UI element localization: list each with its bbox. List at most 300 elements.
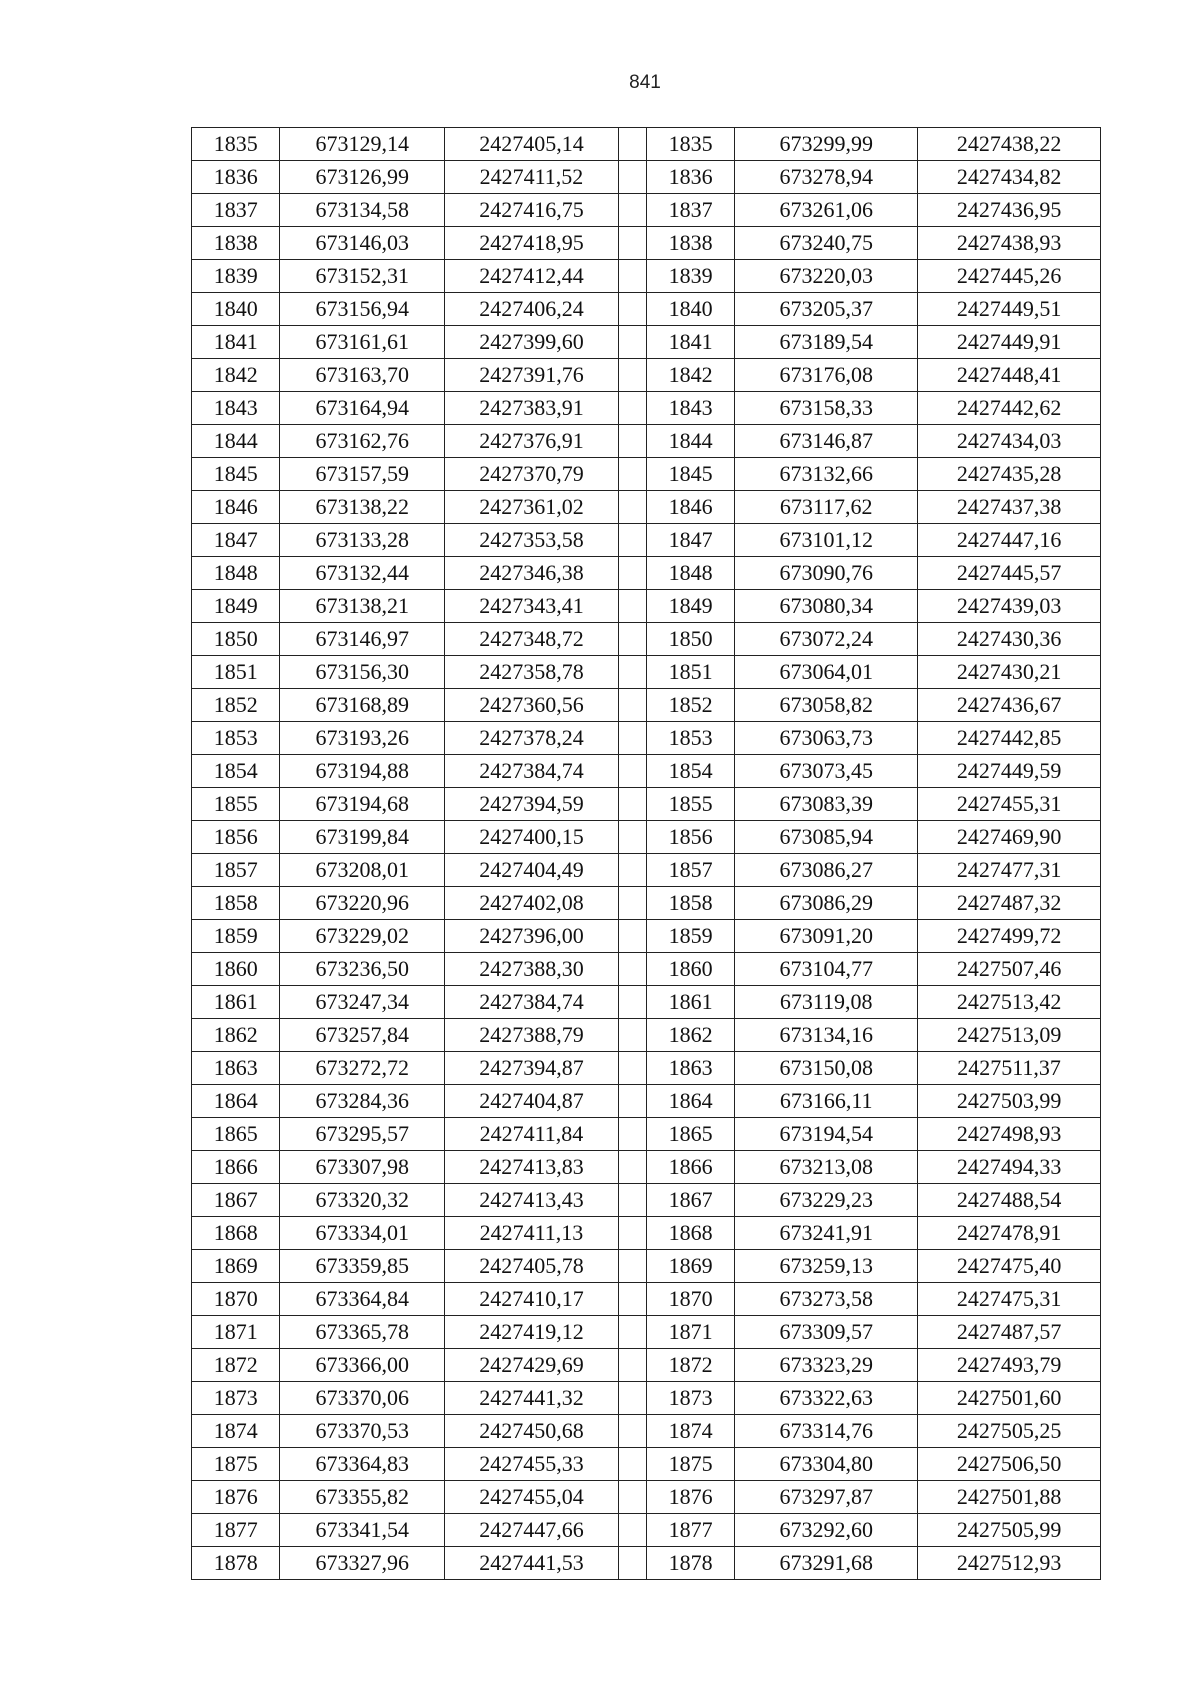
y-coordinate-left: 2427358,78 bbox=[445, 656, 619, 689]
spacer-cell bbox=[618, 1316, 646, 1349]
x-coordinate-right: 673058,82 bbox=[735, 689, 918, 722]
y-coordinate-left: 2427413,83 bbox=[445, 1151, 619, 1184]
x-coordinate-right: 673189,54 bbox=[735, 326, 918, 359]
y-coordinate-left: 2427391,76 bbox=[445, 359, 619, 392]
point-number-right: 1855 bbox=[646, 788, 734, 821]
y-coordinate-right: 2427449,59 bbox=[918, 755, 1101, 788]
table-row bbox=[192, 887, 1101, 920]
x-coordinate-right: 673194,54 bbox=[735, 1118, 918, 1151]
table-row bbox=[192, 821, 1101, 854]
point-number-left: 1861 bbox=[192, 986, 280, 1019]
y-coordinate-left: 2427353,58 bbox=[445, 524, 619, 557]
point-number-right: 1861 bbox=[646, 986, 734, 1019]
x-coordinate-right: 673117,62 bbox=[735, 491, 918, 524]
point-number-right: 1878 bbox=[646, 1547, 734, 1580]
x-coordinate-right: 673083,39 bbox=[735, 788, 918, 821]
point-number-right: 1873 bbox=[646, 1382, 734, 1415]
y-coordinate-left: 2427370,79 bbox=[445, 458, 619, 491]
point-number-right: 1864 bbox=[646, 1085, 734, 1118]
table-row bbox=[192, 1514, 1101, 1547]
y-coordinate-right: 2427449,91 bbox=[918, 326, 1101, 359]
point-number-left: 1837 bbox=[192, 194, 280, 227]
x-coordinate-right: 673292,60 bbox=[735, 1514, 918, 1547]
table-row bbox=[192, 1184, 1101, 1217]
x-coordinate-right: 673080,34 bbox=[735, 590, 918, 623]
x-coordinate-right: 673278,94 bbox=[735, 161, 918, 194]
point-number-right: 1869 bbox=[646, 1250, 734, 1283]
y-coordinate-left: 2427405,78 bbox=[445, 1250, 619, 1283]
y-coordinate-left: 2427404,49 bbox=[445, 854, 619, 887]
point-number-left: 1873 bbox=[192, 1382, 280, 1415]
table-row bbox=[192, 590, 1101, 623]
spacer-cell bbox=[618, 1085, 646, 1118]
y-coordinate-right: 2427442,85 bbox=[918, 722, 1101, 755]
y-coordinate-right: 2427448,41 bbox=[918, 359, 1101, 392]
x-coordinate-left: 673364,84 bbox=[280, 1283, 445, 1316]
table-row bbox=[192, 656, 1101, 689]
x-coordinate-left: 673194,88 bbox=[280, 755, 445, 788]
x-coordinate-left: 673138,22 bbox=[280, 491, 445, 524]
table-row bbox=[192, 524, 1101, 557]
spacer-cell bbox=[618, 854, 646, 887]
point-number-left: 1860 bbox=[192, 953, 280, 986]
spacer-cell bbox=[618, 986, 646, 1019]
spacer-cell bbox=[618, 788, 646, 821]
spacer-cell bbox=[618, 491, 646, 524]
x-coordinate-left: 673163,70 bbox=[280, 359, 445, 392]
x-coordinate-right: 673229,23 bbox=[735, 1184, 918, 1217]
point-number-right: 1867 bbox=[646, 1184, 734, 1217]
table-row bbox=[192, 953, 1101, 986]
point-number-left: 1853 bbox=[192, 722, 280, 755]
x-coordinate-left: 673365,78 bbox=[280, 1316, 445, 1349]
point-number-right: 1848 bbox=[646, 557, 734, 590]
x-coordinate-right: 673158,33 bbox=[735, 392, 918, 425]
x-coordinate-left: 673307,98 bbox=[280, 1151, 445, 1184]
y-coordinate-right: 2427501,60 bbox=[918, 1382, 1101, 1415]
x-coordinate-right: 673299,99 bbox=[735, 128, 918, 161]
point-number-right: 1847 bbox=[646, 524, 734, 557]
point-number-left: 1869 bbox=[192, 1250, 280, 1283]
x-coordinate-left: 673138,21 bbox=[280, 590, 445, 623]
x-coordinate-right: 673205,37 bbox=[735, 293, 918, 326]
y-coordinate-left: 2427441,53 bbox=[445, 1547, 619, 1580]
y-coordinate-left: 2427416,75 bbox=[445, 194, 619, 227]
x-coordinate-right: 673073,45 bbox=[735, 755, 918, 788]
point-number-left: 1862 bbox=[192, 1019, 280, 1052]
x-coordinate-right: 673101,12 bbox=[735, 524, 918, 557]
y-coordinate-right: 2427475,31 bbox=[918, 1283, 1101, 1316]
x-coordinate-left: 673126,99 bbox=[280, 161, 445, 194]
point-number-left: 1856 bbox=[192, 821, 280, 854]
coordinates-table bbox=[191, 127, 1101, 1580]
point-number-right: 1854 bbox=[646, 755, 734, 788]
y-coordinate-right: 2427455,31 bbox=[918, 788, 1101, 821]
y-coordinate-left: 2427410,17 bbox=[445, 1283, 619, 1316]
spacer-cell bbox=[618, 524, 646, 557]
point-number-left: 1857 bbox=[192, 854, 280, 887]
y-coordinate-left: 2427429,69 bbox=[445, 1349, 619, 1382]
spacer-cell bbox=[618, 194, 646, 227]
point-number-right: 1843 bbox=[646, 392, 734, 425]
x-coordinate-right: 673322,63 bbox=[735, 1382, 918, 1415]
y-coordinate-left: 2427411,13 bbox=[445, 1217, 619, 1250]
x-coordinate-left: 673132,44 bbox=[280, 557, 445, 590]
x-coordinate-right: 673134,16 bbox=[735, 1019, 918, 1052]
y-coordinate-left: 2427455,04 bbox=[445, 1481, 619, 1514]
x-coordinate-left: 673364,83 bbox=[280, 1448, 445, 1481]
point-number-left: 1841 bbox=[192, 326, 280, 359]
point-number-left: 1858 bbox=[192, 887, 280, 920]
table-row bbox=[192, 1316, 1101, 1349]
spacer-cell bbox=[618, 1349, 646, 1382]
y-coordinate-right: 2427434,03 bbox=[918, 425, 1101, 458]
spacer-cell bbox=[618, 1514, 646, 1547]
x-coordinate-right: 673086,27 bbox=[735, 854, 918, 887]
x-coordinate-left: 673341,54 bbox=[280, 1514, 445, 1547]
point-number-left: 1874 bbox=[192, 1415, 280, 1448]
x-coordinate-left: 673247,34 bbox=[280, 986, 445, 1019]
y-coordinate-right: 2427494,33 bbox=[918, 1151, 1101, 1184]
y-coordinate-right: 2427501,88 bbox=[918, 1481, 1101, 1514]
y-coordinate-right: 2427507,46 bbox=[918, 953, 1101, 986]
spacer-cell bbox=[618, 293, 646, 326]
x-coordinate-left: 673193,26 bbox=[280, 722, 445, 755]
spacer-cell bbox=[618, 722, 646, 755]
x-coordinate-right: 673309,57 bbox=[735, 1316, 918, 1349]
spacer-cell bbox=[618, 1052, 646, 1085]
x-coordinate-left: 673359,85 bbox=[280, 1250, 445, 1283]
y-coordinate-left: 2427419,12 bbox=[445, 1316, 619, 1349]
y-coordinate-right: 2427437,38 bbox=[918, 491, 1101, 524]
table-row bbox=[192, 392, 1101, 425]
y-coordinate-left: 2427378,24 bbox=[445, 722, 619, 755]
table-row bbox=[192, 194, 1101, 227]
point-number-left: 1864 bbox=[192, 1085, 280, 1118]
point-number-right: 1842 bbox=[646, 359, 734, 392]
point-number-right: 1840 bbox=[646, 293, 734, 326]
x-coordinate-left: 673168,89 bbox=[280, 689, 445, 722]
x-coordinate-right: 673220,03 bbox=[735, 260, 918, 293]
spacer-cell bbox=[618, 1217, 646, 1250]
table-row bbox=[192, 1052, 1101, 1085]
spacer-cell bbox=[618, 260, 646, 293]
point-number-right: 1862 bbox=[646, 1019, 734, 1052]
x-coordinate-right: 673090,76 bbox=[735, 557, 918, 590]
x-coordinate-right: 673176,08 bbox=[735, 359, 918, 392]
y-coordinate-right: 2427475,40 bbox=[918, 1250, 1101, 1283]
x-coordinate-right: 673259,13 bbox=[735, 1250, 918, 1283]
spacer-cell bbox=[618, 1250, 646, 1283]
y-coordinate-left: 2427394,59 bbox=[445, 788, 619, 821]
x-coordinate-left: 673295,57 bbox=[280, 1118, 445, 1151]
table-row bbox=[192, 161, 1101, 194]
y-coordinate-right: 2427513,09 bbox=[918, 1019, 1101, 1052]
table-row bbox=[192, 1448, 1101, 1481]
point-number-right: 1865 bbox=[646, 1118, 734, 1151]
spacer-cell bbox=[618, 1547, 646, 1580]
y-coordinate-right: 2427469,90 bbox=[918, 821, 1101, 854]
spacer-cell bbox=[618, 821, 646, 854]
table-row bbox=[192, 1250, 1101, 1283]
point-number-left: 1865 bbox=[192, 1118, 280, 1151]
spacer-cell bbox=[618, 1184, 646, 1217]
point-number-right: 1870 bbox=[646, 1283, 734, 1316]
y-coordinate-right: 2427512,93 bbox=[918, 1547, 1101, 1580]
x-coordinate-right: 673085,94 bbox=[735, 821, 918, 854]
y-coordinate-right: 2427488,54 bbox=[918, 1184, 1101, 1217]
spacer-cell bbox=[618, 590, 646, 623]
y-coordinate-right: 2427498,93 bbox=[918, 1118, 1101, 1151]
point-number-left: 1863 bbox=[192, 1052, 280, 1085]
point-number-left: 1848 bbox=[192, 557, 280, 590]
x-coordinate-left: 673129,14 bbox=[280, 128, 445, 161]
spacer-cell bbox=[618, 392, 646, 425]
x-coordinate-right: 673273,58 bbox=[735, 1283, 918, 1316]
spacer-cell bbox=[618, 755, 646, 788]
point-number-right: 1866 bbox=[646, 1151, 734, 1184]
x-coordinate-left: 673146,97 bbox=[280, 623, 445, 656]
point-number-left: 1840 bbox=[192, 293, 280, 326]
spacer-cell bbox=[618, 1019, 646, 1052]
x-coordinate-right: 673072,24 bbox=[735, 623, 918, 656]
point-number-right: 1835 bbox=[646, 128, 734, 161]
x-coordinate-right: 673291,68 bbox=[735, 1547, 918, 1580]
table-row bbox=[192, 1349, 1101, 1382]
x-coordinate-left: 673327,96 bbox=[280, 1547, 445, 1580]
spacer-cell bbox=[618, 920, 646, 953]
x-coordinate-left: 673229,02 bbox=[280, 920, 445, 953]
y-coordinate-left: 2427405,14 bbox=[445, 128, 619, 161]
y-coordinate-left: 2427455,33 bbox=[445, 1448, 619, 1481]
spacer-cell bbox=[618, 227, 646, 260]
spacer-cell bbox=[618, 557, 646, 590]
y-coordinate-left: 2427343,41 bbox=[445, 590, 619, 623]
y-coordinate-left: 2427360,56 bbox=[445, 689, 619, 722]
table-row bbox=[192, 722, 1101, 755]
table-row bbox=[192, 1085, 1101, 1118]
y-coordinate-left: 2427388,79 bbox=[445, 1019, 619, 1052]
y-coordinate-right: 2427505,99 bbox=[918, 1514, 1101, 1547]
point-number-left: 1850 bbox=[192, 623, 280, 656]
table-row bbox=[192, 1382, 1101, 1415]
point-number-left: 1839 bbox=[192, 260, 280, 293]
spacer-cell bbox=[618, 1283, 646, 1316]
x-coordinate-right: 673261,06 bbox=[735, 194, 918, 227]
spacer-cell bbox=[618, 1481, 646, 1514]
x-coordinate-left: 673156,94 bbox=[280, 293, 445, 326]
y-coordinate-right: 2427513,42 bbox=[918, 986, 1101, 1019]
point-number-right: 1844 bbox=[646, 425, 734, 458]
point-number-right: 1839 bbox=[646, 260, 734, 293]
x-coordinate-right: 673297,87 bbox=[735, 1481, 918, 1514]
table-row bbox=[192, 557, 1101, 590]
y-coordinate-right: 2427430,21 bbox=[918, 656, 1101, 689]
y-coordinate-right: 2427445,57 bbox=[918, 557, 1101, 590]
y-coordinate-left: 2427418,95 bbox=[445, 227, 619, 260]
point-number-right: 1857 bbox=[646, 854, 734, 887]
spacer-cell bbox=[618, 128, 646, 161]
x-coordinate-left: 673272,72 bbox=[280, 1052, 445, 1085]
x-coordinate-left: 673157,59 bbox=[280, 458, 445, 491]
table-row bbox=[192, 1118, 1101, 1151]
y-coordinate-right: 2427477,31 bbox=[918, 854, 1101, 887]
spacer-cell bbox=[618, 689, 646, 722]
x-coordinate-left: 673284,36 bbox=[280, 1085, 445, 1118]
spacer-cell bbox=[618, 359, 646, 392]
y-coordinate-right: 2427499,72 bbox=[918, 920, 1101, 953]
y-coordinate-left: 2427348,72 bbox=[445, 623, 619, 656]
table-row bbox=[192, 854, 1101, 887]
table-row bbox=[192, 1481, 1101, 1514]
spacer-cell bbox=[618, 425, 646, 458]
y-coordinate-left: 2427411,52 bbox=[445, 161, 619, 194]
table-row bbox=[192, 1019, 1101, 1052]
y-coordinate-left: 2427383,91 bbox=[445, 392, 619, 425]
x-coordinate-left: 673370,06 bbox=[280, 1382, 445, 1415]
y-coordinate-left: 2427396,00 bbox=[445, 920, 619, 953]
spacer-cell bbox=[618, 656, 646, 689]
x-coordinate-right: 673091,20 bbox=[735, 920, 918, 953]
point-number-right: 1856 bbox=[646, 821, 734, 854]
x-coordinate-right: 673132,66 bbox=[735, 458, 918, 491]
point-number-left: 1877 bbox=[192, 1514, 280, 1547]
y-coordinate-left: 2427411,84 bbox=[445, 1118, 619, 1151]
point-number-right: 1872 bbox=[646, 1349, 734, 1382]
y-coordinate-left: 2427450,68 bbox=[445, 1415, 619, 1448]
y-coordinate-right: 2427442,62 bbox=[918, 392, 1101, 425]
x-coordinate-right: 673150,08 bbox=[735, 1052, 918, 1085]
x-coordinate-right: 673146,87 bbox=[735, 425, 918, 458]
x-coordinate-left: 673257,84 bbox=[280, 1019, 445, 1052]
point-number-left: 1878 bbox=[192, 1547, 280, 1580]
point-number-right: 1845 bbox=[646, 458, 734, 491]
y-coordinate-right: 2427436,95 bbox=[918, 194, 1101, 227]
point-number-left: 1845 bbox=[192, 458, 280, 491]
y-coordinate-right: 2427447,16 bbox=[918, 524, 1101, 557]
x-coordinate-left: 673133,28 bbox=[280, 524, 445, 557]
table-row bbox=[192, 359, 1101, 392]
x-coordinate-right: 673323,29 bbox=[735, 1349, 918, 1382]
x-coordinate-left: 673355,82 bbox=[280, 1481, 445, 1514]
point-number-left: 1851 bbox=[192, 656, 280, 689]
y-coordinate-right: 2427449,51 bbox=[918, 293, 1101, 326]
x-coordinate-left: 673334,01 bbox=[280, 1217, 445, 1250]
point-number-left: 1854 bbox=[192, 755, 280, 788]
y-coordinate-right: 2427511,37 bbox=[918, 1052, 1101, 1085]
y-coordinate-left: 2427441,32 bbox=[445, 1382, 619, 1415]
y-coordinate-left: 2427400,15 bbox=[445, 821, 619, 854]
point-number-left: 1875 bbox=[192, 1448, 280, 1481]
point-number-left: 1859 bbox=[192, 920, 280, 953]
y-coordinate-right: 2427445,26 bbox=[918, 260, 1101, 293]
x-coordinate-right: 673314,76 bbox=[735, 1415, 918, 1448]
point-number-right: 1863 bbox=[646, 1052, 734, 1085]
x-coordinate-left: 673366,00 bbox=[280, 1349, 445, 1382]
point-number-left: 1836 bbox=[192, 161, 280, 194]
point-number-right: 1838 bbox=[646, 227, 734, 260]
table-row bbox=[192, 227, 1101, 260]
spacer-cell bbox=[618, 1382, 646, 1415]
x-coordinate-left: 673161,61 bbox=[280, 326, 445, 359]
table-row bbox=[192, 425, 1101, 458]
point-number-left: 1868 bbox=[192, 1217, 280, 1250]
y-coordinate-left: 2427384,74 bbox=[445, 755, 619, 788]
table-row bbox=[192, 986, 1101, 1019]
table-row bbox=[192, 1547, 1101, 1580]
point-number-right: 1868 bbox=[646, 1217, 734, 1250]
x-coordinate-left: 673370,53 bbox=[280, 1415, 445, 1448]
y-coordinate-right: 2427505,25 bbox=[918, 1415, 1101, 1448]
y-coordinate-right: 2427503,99 bbox=[918, 1085, 1101, 1118]
coordinates-table-body bbox=[192, 128, 1101, 1580]
table-row bbox=[192, 920, 1101, 953]
table-row bbox=[192, 326, 1101, 359]
spacer-cell bbox=[618, 953, 646, 986]
y-coordinate-left: 2427384,74 bbox=[445, 986, 619, 1019]
x-coordinate-right: 673086,29 bbox=[735, 887, 918, 920]
x-coordinate-right: 673064,01 bbox=[735, 656, 918, 689]
y-coordinate-right: 2427487,57 bbox=[918, 1316, 1101, 1349]
point-number-right: 1853 bbox=[646, 722, 734, 755]
y-coordinate-right: 2427435,28 bbox=[918, 458, 1101, 491]
y-coordinate-left: 2427394,87 bbox=[445, 1052, 619, 1085]
x-coordinate-left: 673156,30 bbox=[280, 656, 445, 689]
spacer-cell bbox=[618, 1118, 646, 1151]
point-number-right: 1860 bbox=[646, 953, 734, 986]
point-number-right: 1841 bbox=[646, 326, 734, 359]
x-coordinate-left: 673164,94 bbox=[280, 392, 445, 425]
y-coordinate-right: 2427478,91 bbox=[918, 1217, 1101, 1250]
point-number-right: 1876 bbox=[646, 1481, 734, 1514]
y-coordinate-left: 2427402,08 bbox=[445, 887, 619, 920]
y-coordinate-right: 2427438,93 bbox=[918, 227, 1101, 260]
table-row bbox=[192, 755, 1101, 788]
page-number: 841 bbox=[629, 72, 661, 93]
point-number-left: 1872 bbox=[192, 1349, 280, 1382]
y-coordinate-left: 2427412,44 bbox=[445, 260, 619, 293]
y-coordinate-left: 2427447,66 bbox=[445, 1514, 619, 1547]
table-row bbox=[192, 128, 1101, 161]
x-coordinate-left: 673134,58 bbox=[280, 194, 445, 227]
point-number-right: 1846 bbox=[646, 491, 734, 524]
y-coordinate-right: 2427438,22 bbox=[918, 128, 1101, 161]
spacer-cell bbox=[618, 887, 646, 920]
spacer-cell bbox=[618, 623, 646, 656]
y-coordinate-left: 2427388,30 bbox=[445, 953, 619, 986]
point-number-right: 1837 bbox=[646, 194, 734, 227]
table-row bbox=[192, 623, 1101, 656]
x-coordinate-right: 673241,91 bbox=[735, 1217, 918, 1250]
x-coordinate-right: 673119,08 bbox=[735, 986, 918, 1019]
table-row bbox=[192, 788, 1101, 821]
point-number-left: 1876 bbox=[192, 1481, 280, 1514]
x-coordinate-left: 673208,01 bbox=[280, 854, 445, 887]
point-number-right: 1850 bbox=[646, 623, 734, 656]
y-coordinate-right: 2427434,82 bbox=[918, 161, 1101, 194]
spacer-cell bbox=[618, 161, 646, 194]
table-row bbox=[192, 1151, 1101, 1184]
point-number-left: 1870 bbox=[192, 1283, 280, 1316]
point-number-left: 1847 bbox=[192, 524, 280, 557]
x-coordinate-left: 673199,84 bbox=[280, 821, 445, 854]
table-row bbox=[192, 458, 1101, 491]
point-number-left: 1846 bbox=[192, 491, 280, 524]
x-coordinate-left: 673152,31 bbox=[280, 260, 445, 293]
point-number-right: 1851 bbox=[646, 656, 734, 689]
spacer-cell bbox=[618, 1415, 646, 1448]
point-number-left: 1852 bbox=[192, 689, 280, 722]
